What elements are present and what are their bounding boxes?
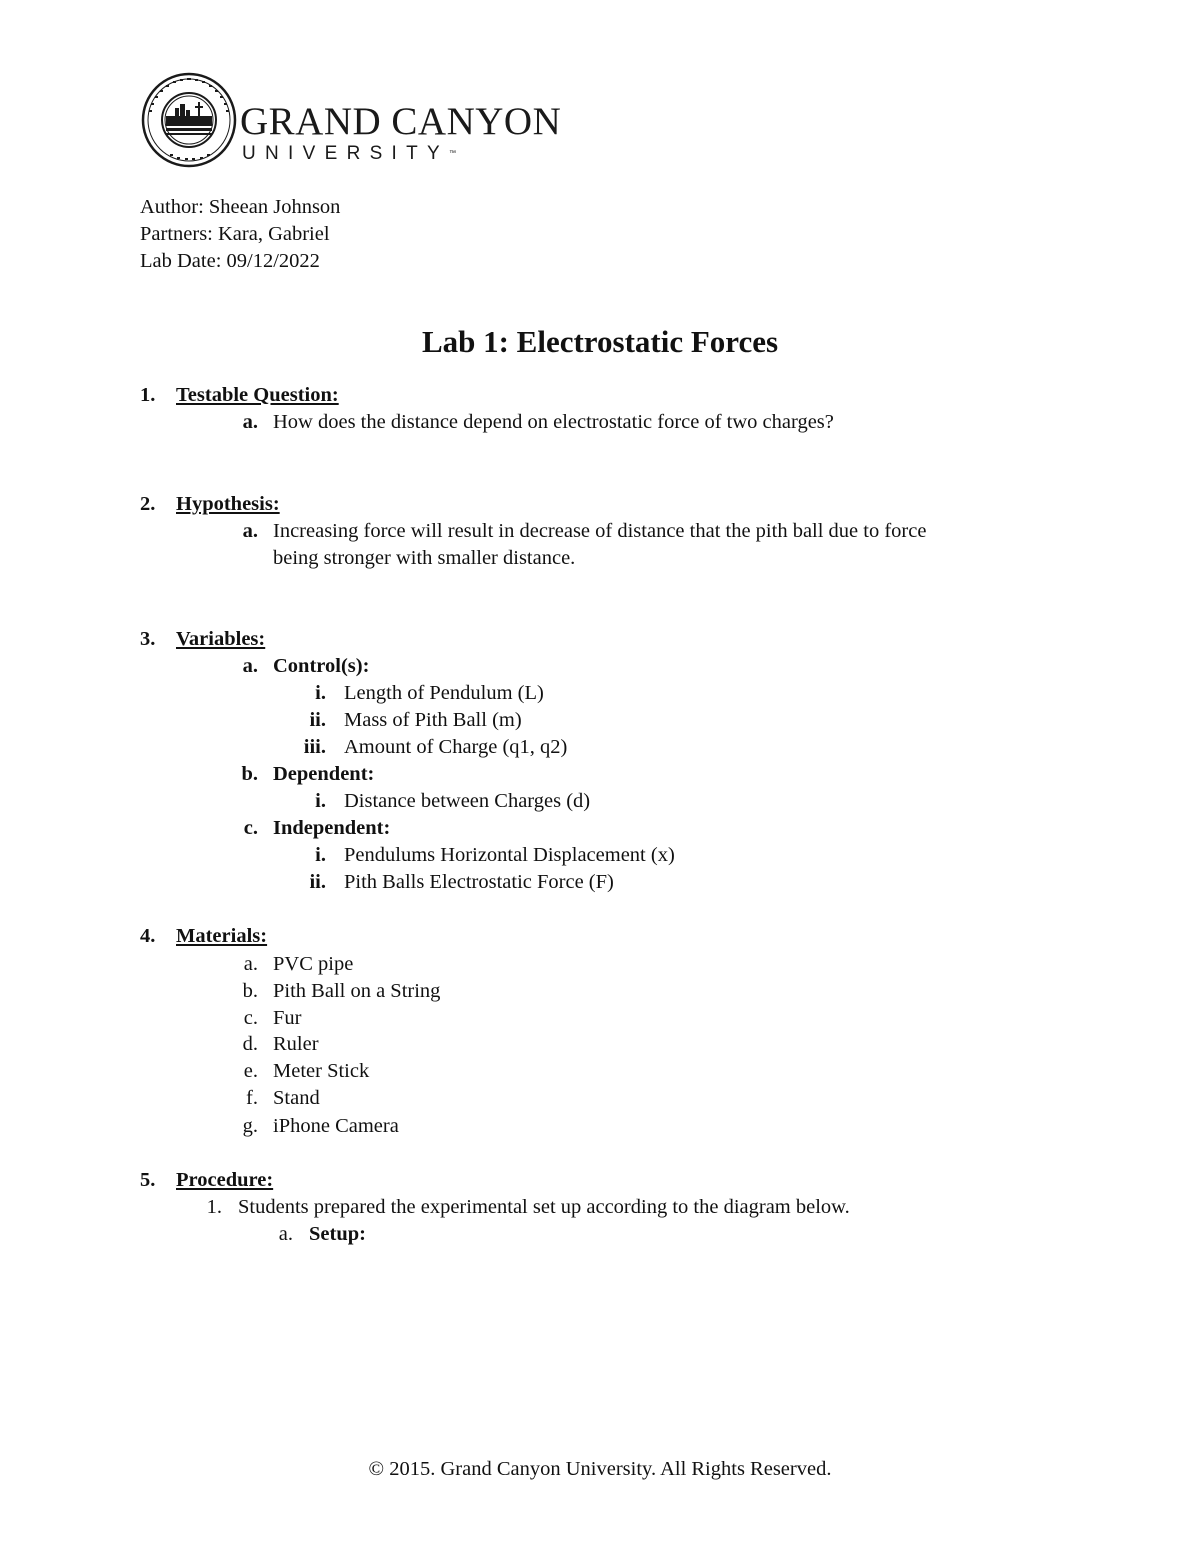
document-title: Lab 1: Electrostatic Forces xyxy=(421,324,779,359)
variable-item: Pith Balls Electrostatic Force (F) xyxy=(344,871,614,893)
material-item: Ruler xyxy=(273,1033,319,1055)
material-label: d. xyxy=(242,1033,258,1055)
material-label: c. xyxy=(243,1007,258,1029)
author-block xyxy=(140,194,340,275)
material-label: f. xyxy=(246,1087,258,1109)
step-text: Students prepared the experimental set up according to the diagram below. xyxy=(238,1196,850,1218)
variable-item: Amount of Charge (q1, q2) xyxy=(344,736,568,758)
setup-heading: Setup: xyxy=(309,1223,366,1245)
material-label: b. xyxy=(242,980,258,1002)
variable-item: Distance between Charges (d) xyxy=(344,790,591,812)
subsection-label: c. xyxy=(243,817,258,839)
material-item: Stand xyxy=(273,1087,320,1109)
material-item: Pith Ball on a String xyxy=(273,980,441,1002)
logo-wordmark-university: UNIVERSITY xyxy=(242,143,450,164)
item-label: a. xyxy=(242,411,258,433)
section-number: 5. xyxy=(140,1169,156,1191)
roman-label: iii. xyxy=(303,736,326,758)
university-seal-icon xyxy=(140,72,238,168)
material-label: g. xyxy=(242,1115,258,1137)
university-logo xyxy=(140,72,580,168)
section-number: 1. xyxy=(140,384,156,406)
roman-label: ii. xyxy=(309,871,326,893)
author-line: Author: Sheean Johnson xyxy=(140,196,341,218)
logo-wordmark-line2 xyxy=(242,144,456,164)
subsection-label: a. xyxy=(242,655,258,677)
material-item: iPhone Camera xyxy=(273,1115,399,1137)
subsection-heading-independent: Independent: xyxy=(273,817,391,839)
section-heading: Testable Question: xyxy=(176,384,339,406)
variable-item: Pendulums Horizontal Displacement (x) xyxy=(344,844,675,866)
lab-date-line: Lab Date: 09/12/2022 xyxy=(140,250,320,272)
item-text: How does the distance depend on electrostatic force of two charges? xyxy=(273,411,834,433)
item-text-line2: being stronger with smaller distance. xyxy=(273,547,576,569)
variable-item: Mass of Pith Ball (m) xyxy=(344,709,522,731)
roman-label: i. xyxy=(315,790,326,812)
item-label: a. xyxy=(242,520,258,542)
section-heading: Variables: xyxy=(176,628,266,650)
section-number: 2. xyxy=(140,493,156,515)
trademark-symbol: ™ xyxy=(449,150,457,157)
material-label: e. xyxy=(243,1060,258,1082)
subsection-heading-dependent: Dependent: xyxy=(273,763,375,785)
subsection-label: b. xyxy=(241,763,258,785)
partners-line: Partners: Kara, Gabriel xyxy=(140,223,330,245)
roman-label: i. xyxy=(315,682,326,704)
setup-label: a. xyxy=(278,1223,293,1245)
copyright-footer: © 2015. Grand Canyon University. All Rights Reserved. xyxy=(368,1458,832,1480)
roman-label: ii. xyxy=(309,709,326,731)
section-number: 3. xyxy=(140,628,156,650)
section-number: 4. xyxy=(140,925,156,947)
item-text-line1: Increasing force will result in decrease of distance that the pith ball due to force xyxy=(273,520,927,542)
logo-wordmark-line1: GRAND CANYON xyxy=(240,100,562,143)
material-label: a. xyxy=(243,953,258,975)
material-item: Meter Stick xyxy=(273,1060,370,1082)
roman-label: i. xyxy=(315,844,326,866)
section-heading: Materials: xyxy=(176,925,268,947)
section-heading: Hypothesis: xyxy=(176,493,280,515)
material-item: PVC pipe xyxy=(273,953,354,975)
material-item: Fur xyxy=(273,1007,302,1029)
section-heading: Procedure: xyxy=(176,1169,274,1191)
subsection-heading-control: Control(s): xyxy=(273,655,370,677)
step-label: 1. xyxy=(206,1196,222,1218)
variable-item: Length of Pendulum (L) xyxy=(344,682,544,704)
